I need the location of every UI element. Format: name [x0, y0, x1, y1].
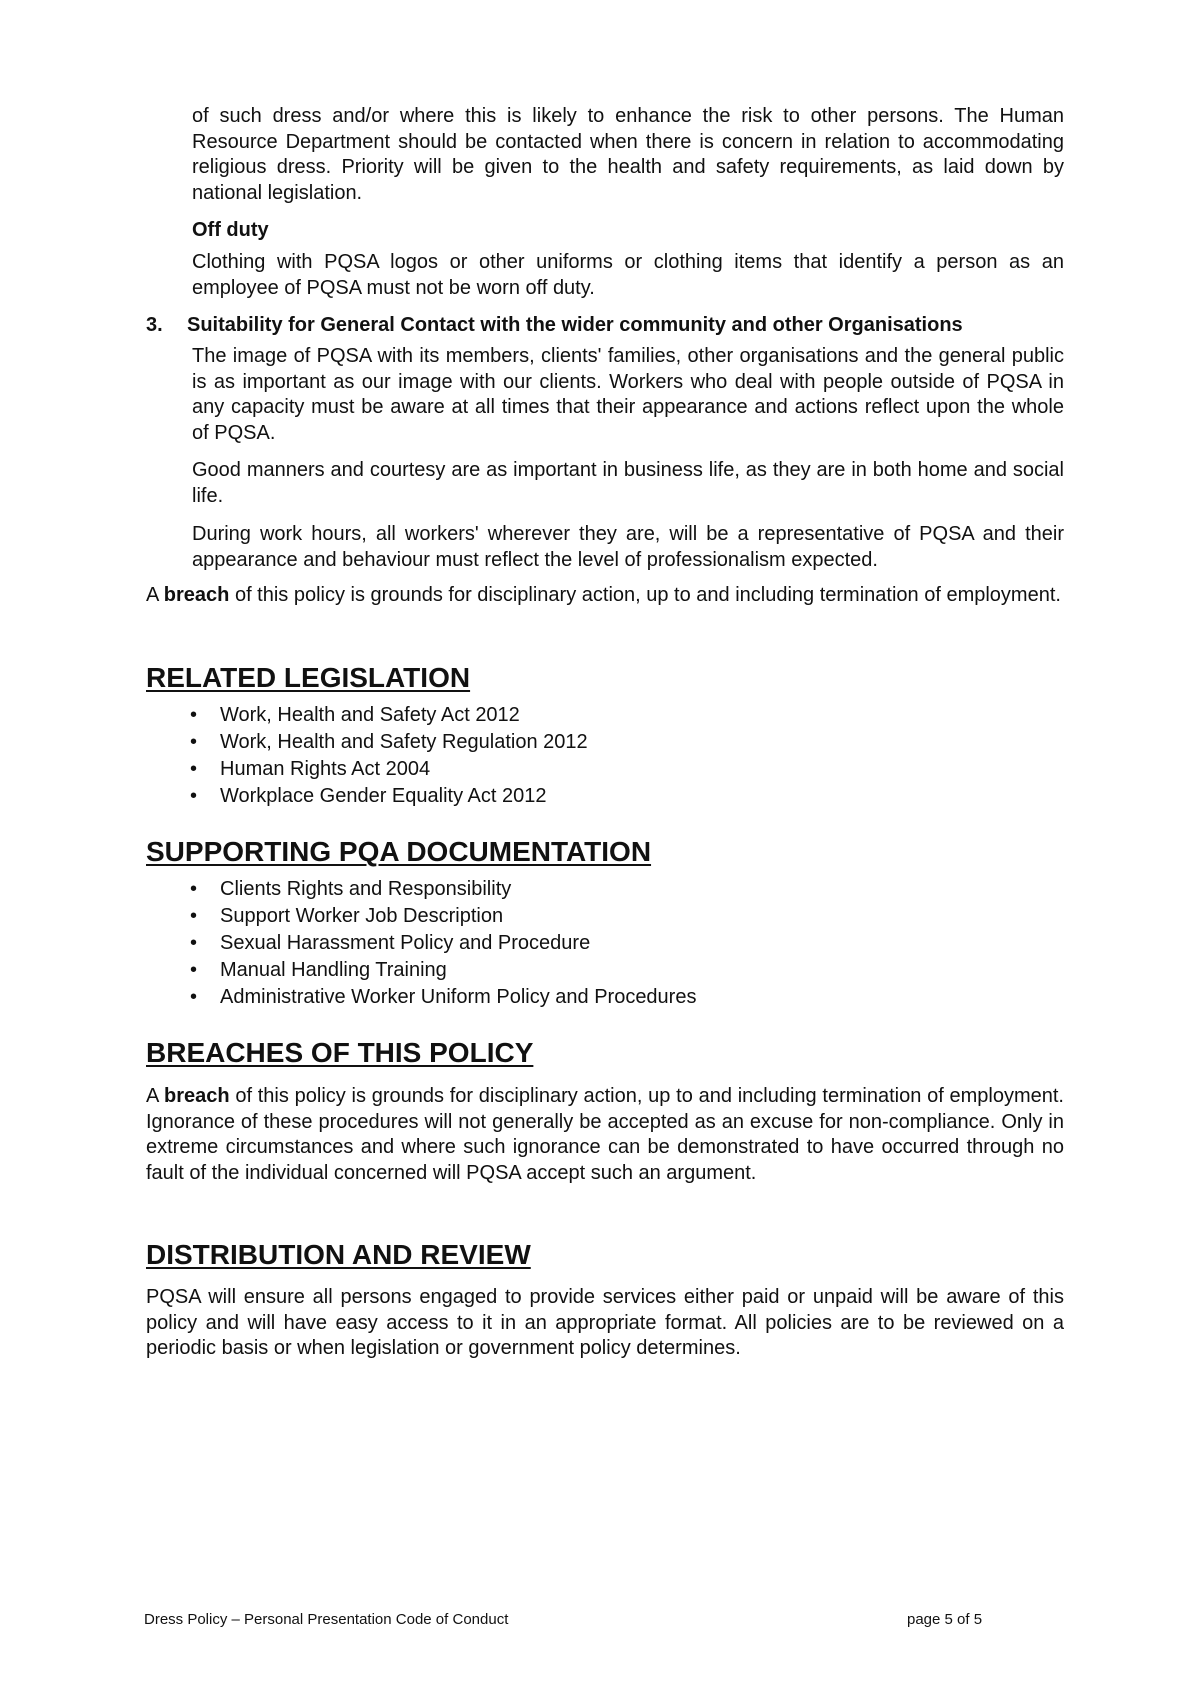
footer-page-number: page 5 of 5 [907, 1611, 983, 1628]
list-item: • Support Worker Job Description [190, 903, 696, 930]
list-item: • Manual Handling Training [190, 957, 696, 984]
list-item: • Workplace Gender Equality Act 2012 [190, 783, 588, 810]
off-duty-text: Clothing with PQSA logos or other uniforms or clothing items that identify a person as an employee of PQSA must not be worn off duty. [192, 251, 1064, 299]
related-legislation-heading: RELATED LEGISLATION [146, 662, 471, 693]
off-duty-heading: Off duty [192, 219, 269, 241]
breach-note: A breach of this policy is grounds for disciplinary action, up to and including termination of employment. [146, 584, 1061, 606]
distribution-paragraph: PQSA will ensure all persons engaged to provide services either paid or unpaid will be aware of this policy and will have easy access to it in an appropriate format. All policies are to be reviewed on a periodic basis or when legislation or government policy determines. [146, 1286, 1064, 1359]
breaches-heading: BREACHES OF THIS POLICY [146, 1037, 534, 1068]
breaches-paragraph: A breach of this policy is grounds for disciplinary action, up to and including termination of employment. Ignorance of these procedures will not generally be accepted as an excuse for non-compliance. Only in extreme circumstances and where such ignorance can be demonstrated to have occurred through no fault of the individual concerned will PQSA accept such an argument. [146, 1085, 1064, 1184]
section-3-heading: Suitability for General Contact with the wider community and other Organisations [187, 314, 963, 336]
section-3-paragraph: Good manners and courtesy are as important in business life, as they are in both home and social life. [192, 459, 1064, 507]
section-3-paragraph: The image of PQSA with its members, clients' families, other organisations and the general public is as important as our image with our clients. Workers who deal with people outside of PQSA in any capacity must be aware at all times that their appearance and actions reflect upon the whole of PQSA. [192, 345, 1064, 444]
legislation-list [190, 702, 588, 810]
list-item: • Sexual Harassment Policy and Procedure [190, 930, 696, 957]
supporting-documentation-heading: SUPPORTING PQA DOCUMENTATION [146, 836, 652, 867]
section-3-number: 3. [146, 314, 163, 336]
list-item: • Work, Health and Safety Act 2012 [190, 702, 588, 729]
list-item: • Administrative Worker Uniform Policy and Procedures [190, 984, 696, 1011]
footer-title: Dress Policy – Personal Presentation Code of Conduct [144, 1611, 509, 1628]
supporting-list [190, 876, 696, 1011]
list-item: • Work, Health and Safety Regulation 2012 [190, 729, 588, 756]
list-item: • Human Rights Act 2004 [190, 756, 588, 783]
intro-paragraph: of such dress and/or where this is likely to enhance the risk to other persons. The Human Resource Department should be contacted when there is concern in relation to accommodating religious dress. Priority will be given to the health and safety requirements, as laid down by national legislation. [192, 105, 1064, 204]
section-3-paragraph: During work hours, all workers' wherever they are, will be a representative of PQSA and their appearance and behaviour must reflect the level of professionalism expected. [192, 523, 1064, 571]
list-item: • Clients Rights and Responsibility [190, 876, 696, 903]
distribution-heading: DISTRIBUTION AND REVIEW [146, 1239, 531, 1270]
